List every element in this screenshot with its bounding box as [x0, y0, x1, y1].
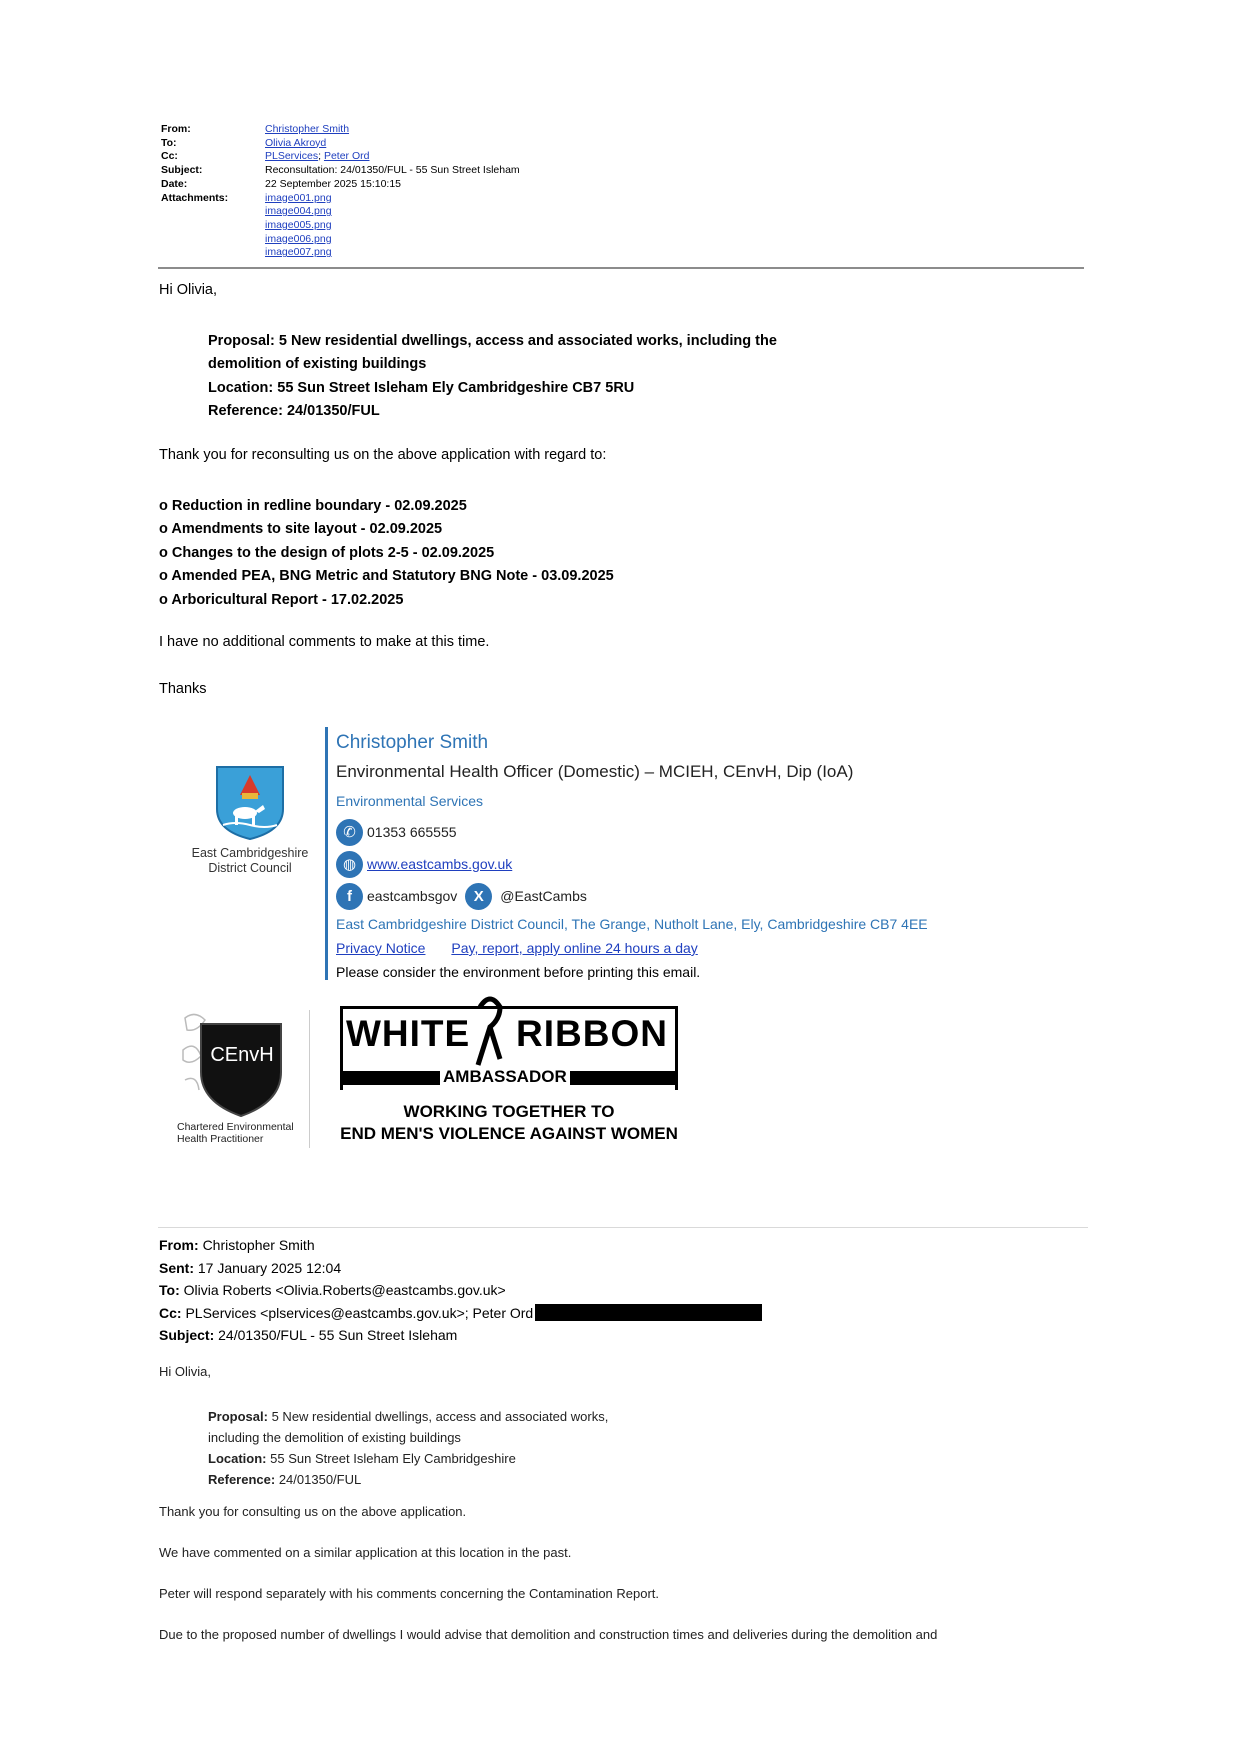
attachment-link[interactable]: image005.png: [265, 218, 332, 231]
quoted-paragraph-1: Thank you for consulting us on the above application.: [159, 1504, 467, 1519]
white-ribbon-tagline-1: WORKING TOGETHER TO: [403, 1102, 615, 1121]
quoted-from-row: [159, 1234, 762, 1257]
privacy-notice-link[interactable]: Privacy Notice: [336, 940, 426, 956]
reference-line: Reference: 24/01350/FUL: [208, 403, 380, 420]
proposal-block: [208, 330, 777, 424]
signature-social-row: [336, 880, 928, 912]
ribbon-icon: [470, 995, 510, 1069]
header-divider: [158, 267, 1084, 269]
quoted-proposal-line-1: [208, 1406, 608, 1427]
quoted-reference-line: [208, 1469, 608, 1490]
signature-phone-row: [336, 816, 928, 848]
header-date-row: [161, 178, 520, 192]
list-item: o Amended PEA, BNG Metric and Statutory BNG Note - 03.09.2025: [159, 568, 614, 585]
signature-bar: [325, 727, 328, 980]
cenvh-caption-1: Chartered Environmental: [177, 1121, 294, 1133]
quoted-from-label: From:: [159, 1237, 199, 1253]
quoted-cc-label: Cc:: [159, 1304, 182, 1321]
list-item: o Changes to the design of plots 2-5 - 02.09.2025: [159, 544, 495, 561]
council-logo: [185, 765, 315, 880]
council-name-line-1: East Cambridgeshire: [191, 846, 309, 860]
quoted-paragraph-2: We have commented on a similar application at this location in the past.: [159, 1545, 572, 1560]
attachment-link[interactable]: image006.png: [265, 232, 332, 245]
quoted-cc-row: [159, 1302, 762, 1325]
quoted-proposal-text: 5 New residential dwellings, access and associated works,: [271, 1409, 609, 1424]
quoted-proposal-block: [208, 1406, 608, 1490]
signature-twitter: @EastCambs: [500, 888, 587, 904]
from-link[interactable]: Christopher Smith: [265, 123, 350, 135]
quoted-to-label: To:: [159, 1282, 180, 1298]
date-label: Date:: [161, 177, 188, 190]
quoted-subject-label: Subject:: [159, 1327, 215, 1343]
from-label: From:: [161, 123, 191, 135]
quoted-subject: 24/01350/FUL - 55 Sun Street Isleham: [218, 1327, 458, 1343]
quoted-greeting: Hi Olivia,: [159, 1364, 212, 1379]
white-ribbon-logo: [340, 1005, 690, 1155]
cenvh-badge-text: CEnvH: [210, 1044, 274, 1066]
amendment-list: [159, 495, 614, 612]
signature-address: East Cambridgeshire District Council, The Grange, Nutholt Lane, Ely, Cambridgeshire CB7 4EE: [336, 916, 928, 932]
facebook-icon[interactable]: f: [336, 883, 363, 910]
attachment-link[interactable]: image004.png: [265, 205, 332, 218]
header-cc-row: [161, 150, 520, 164]
quoted-location: 55 Sun Street Isleham Ely Cambridgeshire: [270, 1451, 516, 1466]
signature-department: Environmental Services: [336, 793, 484, 809]
environment-note: Please consider the environment before printing this email.: [336, 964, 701, 980]
proposal-line-1: Proposal: 5 New residential dwellings, access and associated works, including the: [208, 333, 777, 349]
cenvh-logo: [175, 1010, 310, 1148]
signature-links-row: [336, 936, 928, 960]
quoted-email-divider: [158, 1227, 1088, 1228]
globe-icon: ◍: [336, 851, 363, 878]
list-item: o Arboricultural Report - 17.02.2025: [159, 591, 404, 608]
quoted-subject-row: [159, 1324, 762, 1347]
signature-name: Christopher Smith: [336, 732, 489, 753]
reconsult-intro: Thank you for reconsulting us on the above application with regard to:: [159, 447, 607, 463]
white-ribbon-white-text: WHITE: [346, 1013, 471, 1054]
cc-link-plservices[interactable]: PLServices: [265, 150, 319, 163]
white-ribbon-tagline-2: END MEN'S VIOLENCE AGAINST WOMEN: [340, 1124, 678, 1143]
quoted-location-line: [208, 1448, 608, 1469]
white-ribbon-ribbon-text: RIBBON: [516, 1013, 668, 1054]
header-subject-row: [161, 164, 520, 178]
pay-report-apply-link[interactable]: Pay, report, apply online 24 hours a day: [451, 940, 698, 956]
location-line: Location: 55 Sun Street Isleham Ely Cambridgeshire CB7 5RU: [208, 379, 635, 396]
redaction-block: [535, 1304, 762, 1321]
quoted-to: Olivia Roberts <Olivia.Roberts@eastcambs.gov.uk>: [183, 1282, 506, 1298]
quoted-paragraph-3: Peter will respond separately with his comments concerning the Contamination Report.: [159, 1586, 660, 1601]
quoted-proposal-line-2: including the demolition of existing buildings: [208, 1430, 461, 1445]
cc-link-peter-ord[interactable]: Peter Ord: [323, 150, 370, 163]
to-label: To:: [161, 136, 177, 149]
quoted-location-label: Location:: [208, 1451, 267, 1466]
quoted-paragraph-4: Due to the proposed number of dwellings I would advise that demolition and construction times and deliveries during the demolition and: [159, 1627, 938, 1642]
quoted-sent-row: [159, 1257, 762, 1280]
signature-website-link[interactable]: www.eastcambs.gov.uk: [367, 856, 513, 872]
quoted-proposal-label: Proposal:: [208, 1409, 268, 1424]
signature-title: Environmental Health Officer (Domestic) – MCIEH, CEnvH, Dip (IoA): [336, 762, 854, 781]
attachment-link[interactable]: image001.png: [265, 191, 332, 204]
white-ribbon-ambassador: AMBASSADOR: [440, 1067, 570, 1087]
council-crest-icon: [215, 765, 285, 841]
cc-separator: ;: [318, 150, 324, 163]
signature-facebook: eastcambsgov: [367, 888, 458, 904]
attachment-link[interactable]: image007.png: [265, 246, 332, 259]
proposal-line-2: demolition of existing buildings: [208, 356, 427, 373]
quoted-email-header: [159, 1234, 762, 1347]
list-item: o Amendments to site layout - 02.09.2025: [159, 521, 443, 538]
subject-value: Reconsultation: 24/01350/FUL - 55 Sun Street Isleham: [265, 164, 520, 177]
cc-label: Cc:: [161, 150, 178, 163]
header-attachments-row: [161, 192, 520, 261]
quoted-sent: 17 January 2025 12:04: [197, 1259, 342, 1276]
to-link[interactable]: Olivia Akroyd: [265, 136, 327, 149]
quoted-cc: PLServices <plservices@eastcambs.gov.uk>; Peter Ord: [185, 1304, 534, 1321]
attachments-list: [265, 192, 332, 261]
signature-phone: 01353 665555: [367, 824, 457, 840]
list-item: o Reduction in redline boundary - 02.09.2025: [159, 498, 467, 514]
cc-values: [265, 150, 369, 164]
email-header: [161, 123, 520, 260]
header-to-row: [161, 137, 520, 151]
date-value: 22 September 2025 15:10:15: [265, 177, 402, 190]
quoted-sent-label: Sent:: [159, 1259, 194, 1276]
thanks-text: Thanks: [159, 681, 207, 697]
no-comments-text: I have no additional comments to make at this time.: [159, 634, 490, 650]
signature-website-row: [336, 848, 928, 880]
council-name-line-2: District Council: [208, 861, 292, 875]
whatsapp-icon: ✆: [336, 819, 363, 846]
header-from-row: [161, 123, 520, 137]
signature-block: [336, 728, 928, 984]
quoted-to-row: [159, 1279, 762, 1302]
attachments-label: Attachments:: [161, 191, 229, 204]
subject-label: Subject:: [161, 164, 203, 177]
quoted-reference-label: Reference:: [208, 1472, 276, 1487]
greeting: Hi Olivia,: [159, 282, 218, 298]
quoted-reference: 24/01350/FUL: [278, 1472, 362, 1487]
quoted-from: Christopher Smith: [202, 1237, 315, 1253]
cenvh-caption-2: Health Practitioner: [177, 1133, 264, 1145]
x-twitter-icon[interactable]: X: [465, 883, 492, 910]
